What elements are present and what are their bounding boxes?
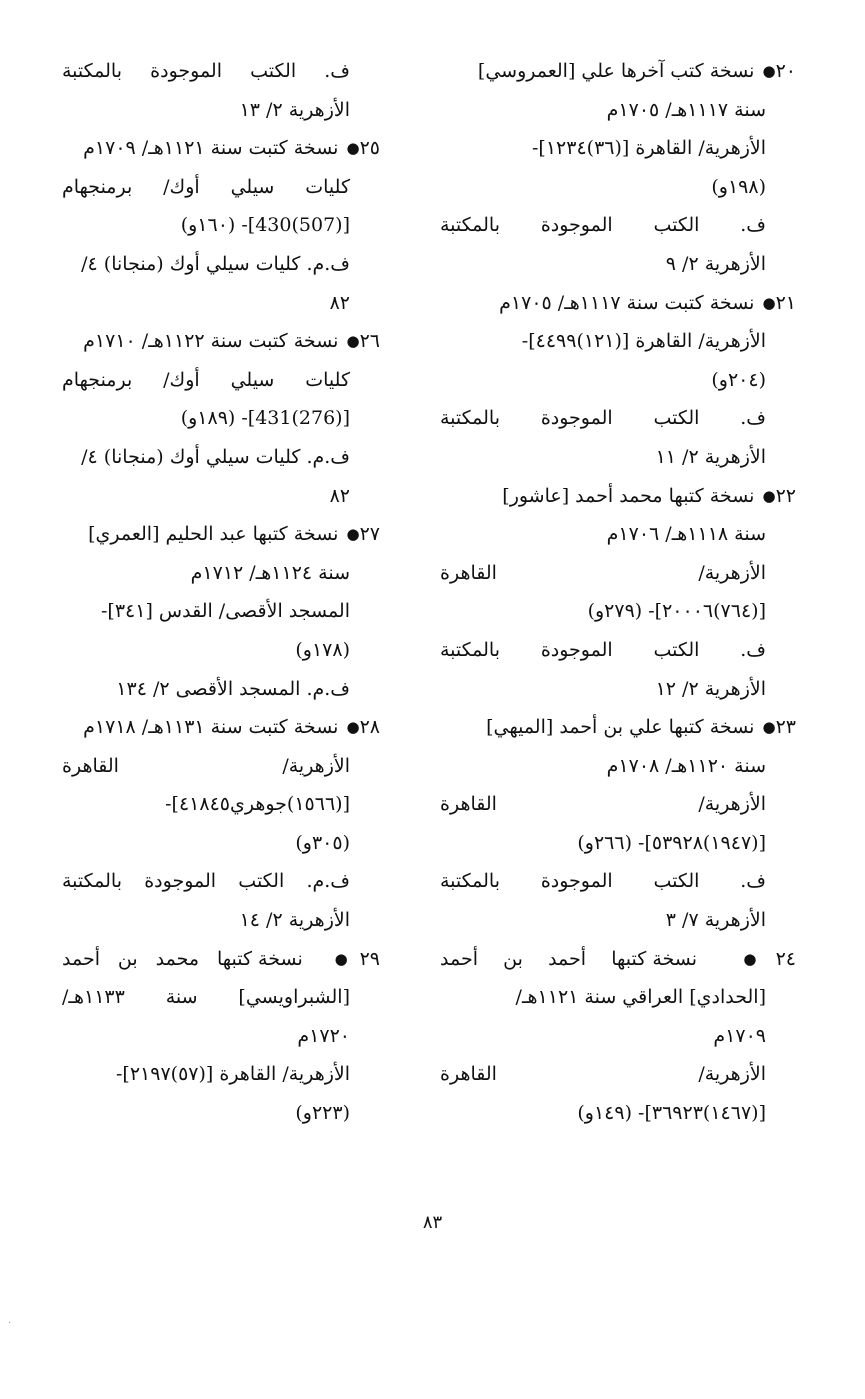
catalog-entry (440, 284, 796, 477)
entry-heading-line (62, 322, 380, 361)
entry-number: ٢٥ (359, 137, 380, 160)
entry-line: [(276)431]- (١٨٩و) (180, 407, 350, 430)
catalog-entry (62, 129, 380, 322)
entry-line: (١٩٨و) (711, 175, 766, 198)
entry-line: الأزهرية/ القاهرة (440, 793, 766, 816)
catalog-entry (62, 515, 380, 708)
entry-heading-line (440, 940, 796, 979)
bullet-icon: ● (762, 293, 776, 312)
entry-heading-line (62, 940, 380, 979)
entry-line: الأزهرية/ القاهرة [(١٢١)٤٤٩٩]- (521, 330, 766, 353)
entry-number: ٢٣ (775, 716, 796, 739)
entry-line: [(٧٦٤)٢٠٠٠٦]- (٢٧٩و) (587, 600, 766, 623)
entry-text: نسخة كتبها محمد بن أحمد (62, 947, 303, 970)
catalog-entry (440, 477, 796, 709)
entry-line: ف. الكتب الموجودة بالمكتبة (440, 870, 766, 893)
entry-text: نسخة كتبها عبد الحليم [العمري] (88, 523, 339, 546)
entry-line: الأزهرية ٢/ ١٤ (239, 909, 350, 932)
entry-line: سنة ١١١٨هـ/ ١٧٠٦م (606, 523, 766, 546)
entry-number: ٢٨ (359, 716, 380, 739)
entry-line: (٢٠٤و) (711, 368, 766, 391)
entry-line: الأزهرية/ القاهرة [(٣٦)١٢٣٤]- (531, 137, 766, 160)
entry-heading-line (440, 708, 796, 747)
entry-line: [(507)430]- (١٦٠و) (180, 214, 350, 237)
bullet-icon: ● (762, 718, 776, 737)
entry-line: الأزهرية ٢/ ١٢ (655, 677, 766, 700)
catalog-entry (62, 322, 380, 515)
entry-text: نسخة كتبها علي بن أحمد [الميهي] (486, 716, 755, 739)
entry-line: [(١٤٦٧)٣٦٩٢٣]- (١٤٩و) (577, 1102, 766, 1125)
entry-line: سنة ١١١٧هـ/ ١٧٠٥م (606, 98, 766, 121)
entry-text: نسخة كتبت سنة ١١٣١هـ/ ١٧١٨م (83, 716, 339, 739)
entry-text: نسخة كتبت سنة ١١١٧هـ/ ١٧٠٥م (499, 291, 755, 314)
entry-heading-line (440, 284, 796, 323)
entry-heading-line (440, 52, 796, 91)
left-column (62, 52, 380, 1133)
entry-line: الأزهرية ٢/ ١١ (655, 445, 766, 468)
entry-text: نسخة كتبها محمد أحمد [عاشور] (502, 484, 755, 507)
bullet-icon: ● (346, 718, 360, 737)
entry-line: ف.م. كليات سيلي أوك (منجانا) ٤/ (81, 252, 350, 275)
entry-line: (١٧٨و) (295, 638, 350, 661)
page-number: ٨٣ (422, 1212, 443, 1233)
entry-line: ف.م. المسجد الأقصى ٢/ ١٣٤ (116, 677, 350, 700)
entry-heading-line (62, 708, 380, 747)
bullet-icon: ● (346, 332, 360, 351)
entry-heading-line (62, 129, 380, 168)
entry-line: سنة ١١٢٠هـ/ ١٧٠٨م (606, 754, 766, 777)
entry-number: ٢١ (775, 291, 796, 314)
bullet-icon: ● (762, 486, 776, 505)
entry-number: ٢٢ (775, 484, 796, 507)
entry-line: [الحدادي] العراقي سنة ١١٢١هـ/ (515, 986, 766, 1009)
entry-line: سنة ١١٢٤هـ/ ١٧١٢م (190, 561, 350, 584)
entry-heading-line (440, 477, 796, 516)
catalog-entry (62, 52, 380, 129)
entry-number: ٢٤ (775, 947, 796, 970)
entry-line: ٨٢ (329, 291, 350, 314)
entry-line: الأزهرية/ القاهرة (62, 754, 350, 777)
entry-line: (٢٢٣و) (295, 1102, 350, 1125)
entry-line: الأزهرية ٧/ ٣ (665, 909, 766, 932)
entry-number: ٢٦ (359, 330, 380, 353)
entry-text: نسخة كتب آخرها علي [العمروسي] (477, 60, 755, 82)
entry-line: كليات سيلي أوك/ برمنجهام (62, 368, 350, 391)
entry-line: ١٧٠٩م (713, 1024, 766, 1047)
catalog-entry (62, 940, 380, 1133)
entry-line: الأزهرية ٢/ ٩ (665, 252, 766, 275)
entry-text: نسخة كتبت سنة ١١٢٢هـ/ ١٧١٠م (83, 330, 339, 353)
entry-line: الأزهرية/ القاهرة (440, 561, 766, 584)
entry-line: ف. الكتب الموجودة بالمكتبة (440, 638, 766, 661)
entry-line: [(١٥٦٦)جوهري٤١٨٤٥]- (165, 793, 350, 816)
entry-line: ١٧٢٠م (297, 1024, 350, 1047)
bullet-icon: ● (322, 949, 360, 968)
entry-line: ف. الكتب الموجودة بالمكتبة (62, 60, 350, 82)
bullet-icon: ● (346, 525, 360, 544)
entry-line: الأزهرية/ القاهرة (440, 1063, 766, 1086)
entry-line: ف.م. كليات سيلي أوك (منجانا) ٤/ (81, 445, 350, 468)
entry-line: الأزهرية ٢/ ١٣ (239, 98, 350, 121)
entry-number: ٢٠ (775, 60, 796, 82)
entry-line: ف. الكتب الموجودة بالمكتبة (440, 214, 766, 237)
bullet-icon: ● (346, 139, 360, 158)
catalog-entry (440, 708, 796, 940)
bullet-icon: ● (762, 62, 776, 80)
entry-heading-line (62, 515, 380, 554)
entry-line: كليات سيلي أوك/ برمنجهام (62, 175, 350, 198)
entry-line: [(١٩٤٧)٥٣٩٢٨]- (٢٦٦و) (577, 831, 766, 854)
corner-mark: · (8, 1318, 12, 1329)
catalog-entry (440, 52, 796, 284)
entry-line: المسجد الأقصى/ القدس [٣٤١]- (101, 600, 350, 623)
bullet-icon: ● (724, 949, 776, 968)
entry-line: [الشبراويسي] سنة ١١٣٣هـ/ (62, 986, 350, 1009)
entry-line: ٨٢ (329, 484, 350, 507)
entry-number: ٢٧ (359, 523, 380, 546)
entry-line: ف.م. الكتب الموجودة بالمكتبة (62, 870, 350, 893)
entry-line: الأزهرية/ القاهرة [(٥٧)٢١٩٧]- (115, 1063, 350, 1086)
entry-text: نسخة كتبها أحمد بن أحمد (440, 947, 698, 970)
entry-line: ف. الكتب الموجودة بالمكتبة (440, 407, 766, 430)
entry-line: (٣٠٥و) (295, 831, 350, 854)
right-column (440, 52, 796, 1133)
entry-text: نسخة كتبت سنة ١١٢١هـ/ ١٧٠٩م (83, 137, 339, 160)
entry-number: ٢٩ (359, 947, 380, 970)
catalog-entry (440, 940, 796, 1133)
catalog-entry (62, 708, 380, 940)
